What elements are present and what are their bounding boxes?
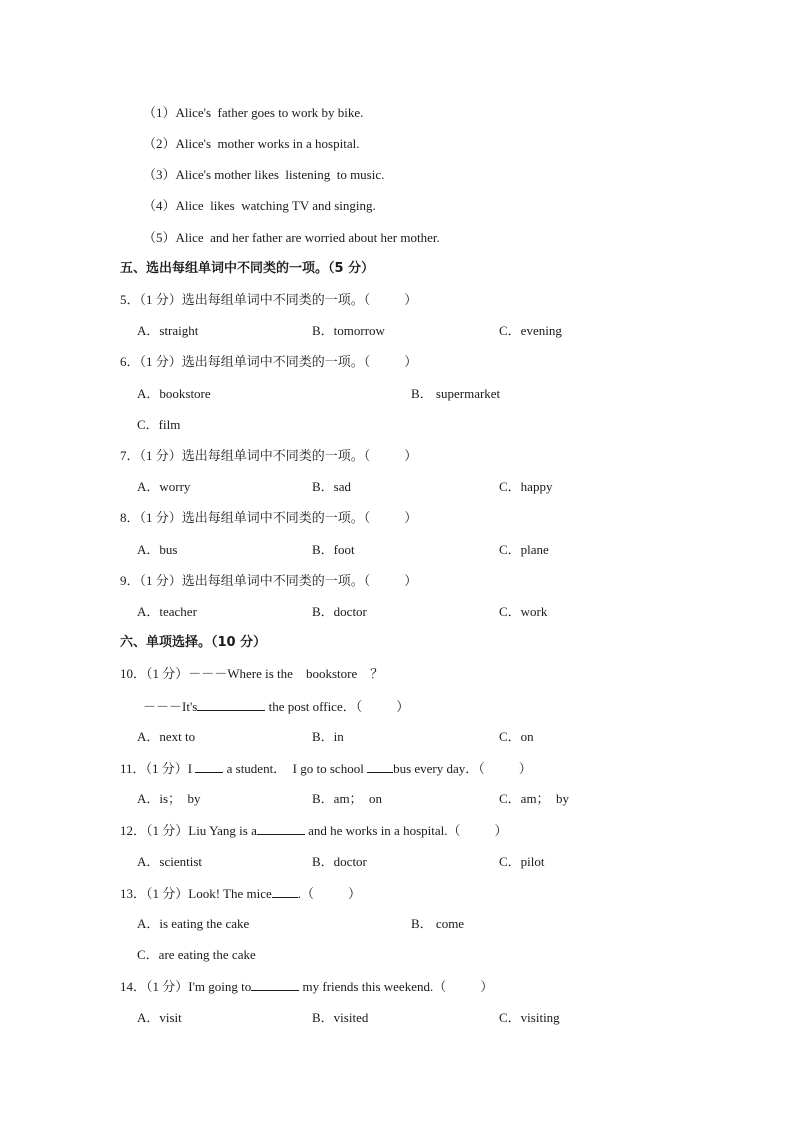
question-6-option-a[interactable]: A．bookstore (137, 386, 211, 401)
question-11-option-b[interactable]: B．am； on (312, 791, 383, 806)
statement-1: （1）Alice's father goes to work by bike. (143, 105, 364, 120)
question-12-stem (120, 822, 508, 839)
question-10-line-2-end: the post office．（ (265, 699, 363, 714)
question-7-text: 7．（1 分）选出每组单词中不同类的一项。（ (120, 448, 371, 463)
question-11-blank-1[interactable] (195, 760, 223, 773)
question-6-option-b[interactable]: B． supermarket (411, 386, 501, 401)
question-8-stem (120, 510, 417, 526)
statement-5: （5）Alice and her father are worried about her mother. (143, 230, 440, 245)
question-7-close: ） (404, 448, 418, 463)
question-5-close: ） (404, 292, 418, 307)
question-7-option-b[interactable]: B．sad (312, 479, 352, 494)
question-11-part-1: 11．（1 分）I (120, 761, 196, 776)
question-12-part-2: and he works in a hospital.（ (304, 823, 461, 838)
question-12-blank[interactable] (257, 822, 305, 835)
question-9-option-a[interactable]: A．teacher (137, 604, 197, 619)
question-10-option-b[interactable]: B．in (312, 729, 344, 744)
question-13-option-b[interactable]: B． come (411, 916, 465, 931)
question-9-stem (120, 573, 417, 589)
question-6-text: 6．（1 分）选出每组单词中不同类的一项。（ (120, 354, 371, 369)
question-8-option-a[interactable]: A．bus (137, 542, 178, 557)
question-9-close: ） (404, 573, 418, 588)
question-11-part-3: bus every day．（ (393, 761, 485, 776)
question-11-option-a[interactable]: A．is； by (137, 791, 201, 806)
question-13-blank[interactable] (272, 885, 298, 898)
question-9-option-c[interactable]: C．work (499, 604, 548, 619)
question-7-option-c[interactable]: C．happy (499, 479, 553, 494)
question-13-stem (120, 885, 361, 902)
question-5-stem (120, 292, 417, 308)
question-7-stem (120, 448, 417, 464)
question-10-line-2 (143, 698, 409, 715)
question-6-stem (120, 354, 417, 370)
question-10-option-a[interactable]: A．next to (137, 729, 196, 744)
question-14-option-c[interactable]: C．visiting (499, 1010, 560, 1025)
question-8-text: 8．（1 分）选出每组单词中不同类的一项。（ (120, 510, 371, 525)
question-12-option-c[interactable]: C．pilot (499, 854, 545, 869)
question-13-option-a[interactable]: A．is eating the cake (137, 916, 250, 931)
question-14-close: ） (480, 979, 494, 994)
question-10-line-2-start: －－－It's (143, 699, 198, 714)
section-6-title: 六、单项选择。（10 分） (120, 635, 267, 650)
question-10-close: ） (396, 699, 410, 714)
question-10-stem: 10．（1 分）－－－Where is the bookstore ？ (120, 666, 384, 681)
question-11-blank-2[interactable] (367, 760, 393, 773)
question-5-option-b[interactable]: B．tomorrow (312, 323, 385, 338)
question-11-option-c[interactable]: C．am； by (499, 791, 570, 806)
question-8-option-b[interactable]: B．foot (312, 542, 355, 557)
question-11-close: ） (518, 761, 532, 776)
question-12-close: ） (494, 823, 508, 838)
question-10-blank[interactable] (197, 698, 265, 711)
question-8-close: ） (404, 510, 418, 525)
question-11-part-2: a student． I go to school (223, 761, 368, 776)
statement-4: （4）Alice likes watching TV and singing. (143, 198, 376, 213)
question-5-option-a[interactable]: A．straight (137, 323, 199, 338)
question-9-text: 9．（1 分）选出每组单词中不同类的一项。（ (120, 573, 371, 588)
question-14-blank[interactable] (251, 978, 299, 991)
question-12-option-a[interactable]: A．scientist (137, 854, 202, 869)
question-13-option-c[interactable]: C．are eating the cake (137, 947, 256, 962)
question-13-part-1: 13．（1 分）Look! The mice (120, 886, 272, 901)
question-8-option-c[interactable]: C．plane (499, 542, 549, 557)
question-6-option-c[interactable]: C．film (137, 417, 181, 432)
question-14-option-b[interactable]: B．visited (312, 1010, 369, 1025)
question-14-option-a[interactable]: A．visit (137, 1010, 182, 1025)
question-12-part-1: 12．（1 分）Liu Yang is a (120, 823, 257, 838)
question-11-stem (120, 760, 532, 777)
question-14-stem (120, 978, 493, 995)
question-10-option-c[interactable]: C．on (499, 729, 534, 744)
statement-2: （2）Alice's mother works in a hospital. (143, 136, 360, 151)
question-5-text: 5．（1 分）选出每组单词中不同类的一项。（ (120, 292, 371, 307)
question-14-part-1: 14．（1 分）I'm going to (120, 979, 252, 994)
question-13-part-2: .（ (297, 886, 315, 901)
statement-3: （3）Alice's mother likes listening to music. (143, 167, 385, 182)
question-5-option-c[interactable]: C．evening (499, 323, 562, 338)
question-14-part-2: my friends this weekend.（ (299, 979, 447, 994)
section-5-title: 五、选出每组单词中不同类的一项。（5 分） (120, 261, 375, 276)
question-9-option-b[interactable]: B．doctor (312, 604, 367, 619)
question-13-close: ） (348, 886, 362, 901)
question-12-option-b[interactable]: B．doctor (312, 854, 367, 869)
question-6-close: ） (404, 354, 418, 369)
question-7-option-a[interactable]: A．worry (137, 479, 191, 494)
